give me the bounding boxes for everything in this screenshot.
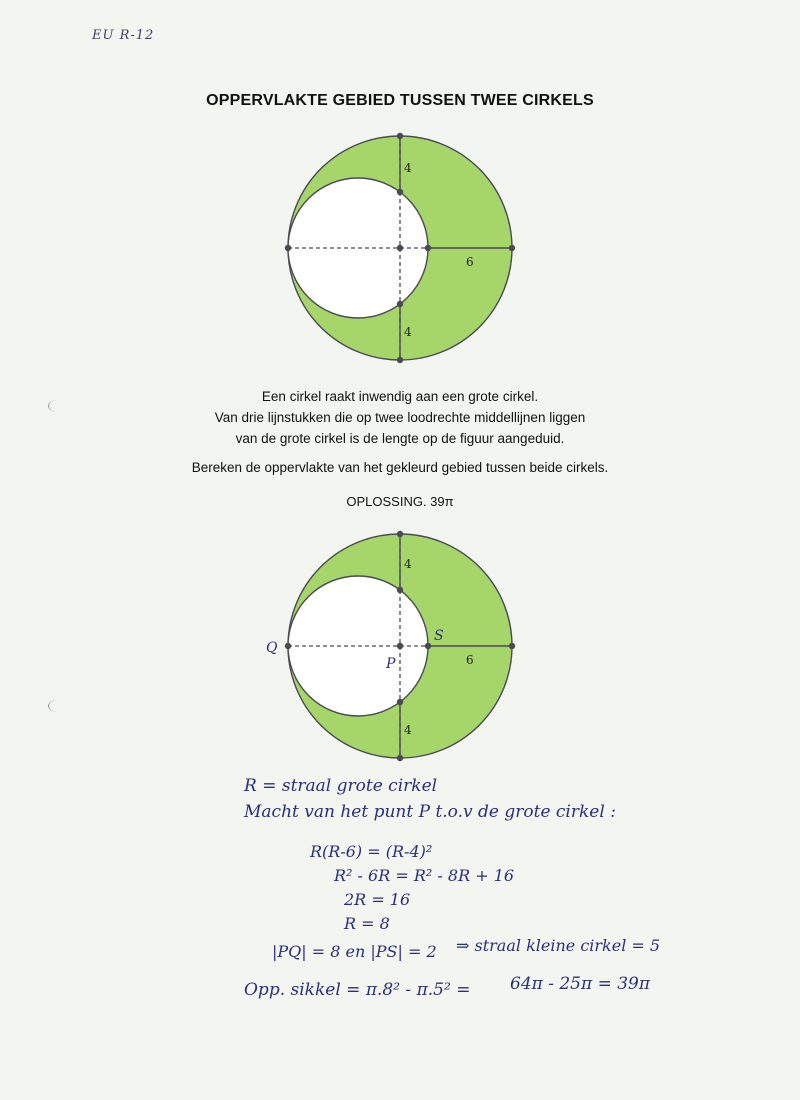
corner-note: EU R-12 <box>92 28 155 43</box>
solution-line: Opp. sikkel = π.8² - π.5² = <box>244 980 471 1000</box>
figure-top <box>280 130 520 366</box>
page-title: OPPERVLAKTE GEBIED TUSSEN TWEE CIRKELS <box>206 92 594 109</box>
solution-line: R = 8 <box>344 914 390 933</box>
label-bottom-length: 4 <box>404 723 412 737</box>
answer: OPLOSSING. 39π <box>346 494 454 509</box>
label-top-length: 4 <box>404 161 412 175</box>
statement-line: Van drie lijnstukken die op twee loodrechte middellijnen liggen <box>214 410 586 425</box>
point-label-s: S <box>434 628 444 644</box>
solution-line: R = straal grote cirkel <box>244 776 438 796</box>
punch-hole-mark <box>48 700 67 712</box>
solution-line: R(R-6) = (R-4)² <box>310 842 433 861</box>
statement-line: Een cirkel raakt inwendig aan een grote cirkel. <box>261 389 539 404</box>
solution-line: Macht van het punt P t.o.v de grote cirkel : <box>244 802 616 822</box>
solution-line: 2R = 16 <box>344 890 411 909</box>
question: Bereken de oppervlakte van het gekleurd gebied tussen beide cirkels. <box>191 460 609 475</box>
label-bottom-length: 4 <box>404 325 412 339</box>
solution-line: R² - 6R = R² - 8R + 16 <box>334 866 515 885</box>
point-label-p: P <box>386 656 396 672</box>
statement-line: van de grote cirkel is de lengte op de figuur aangeduid. <box>235 431 565 446</box>
point-label-q: Q <box>266 640 278 656</box>
punch-hole-mark <box>48 400 67 412</box>
solution-line: 64π - 25π = 39π <box>510 974 651 994</box>
figure-bottom <box>262 528 542 764</box>
problem-statement <box>0 386 800 449</box>
label-right-length: 6 <box>466 653 474 667</box>
solution-line: ⇒ straal kleine cirkel = 5 <box>456 936 661 955</box>
label-top-length: 4 <box>404 557 412 571</box>
label-right-length: 6 <box>466 255 474 269</box>
solution-line: |PQ| = 8 en |PS| = 2 <box>272 942 437 961</box>
handwritten-solution <box>0 770 800 1030</box>
